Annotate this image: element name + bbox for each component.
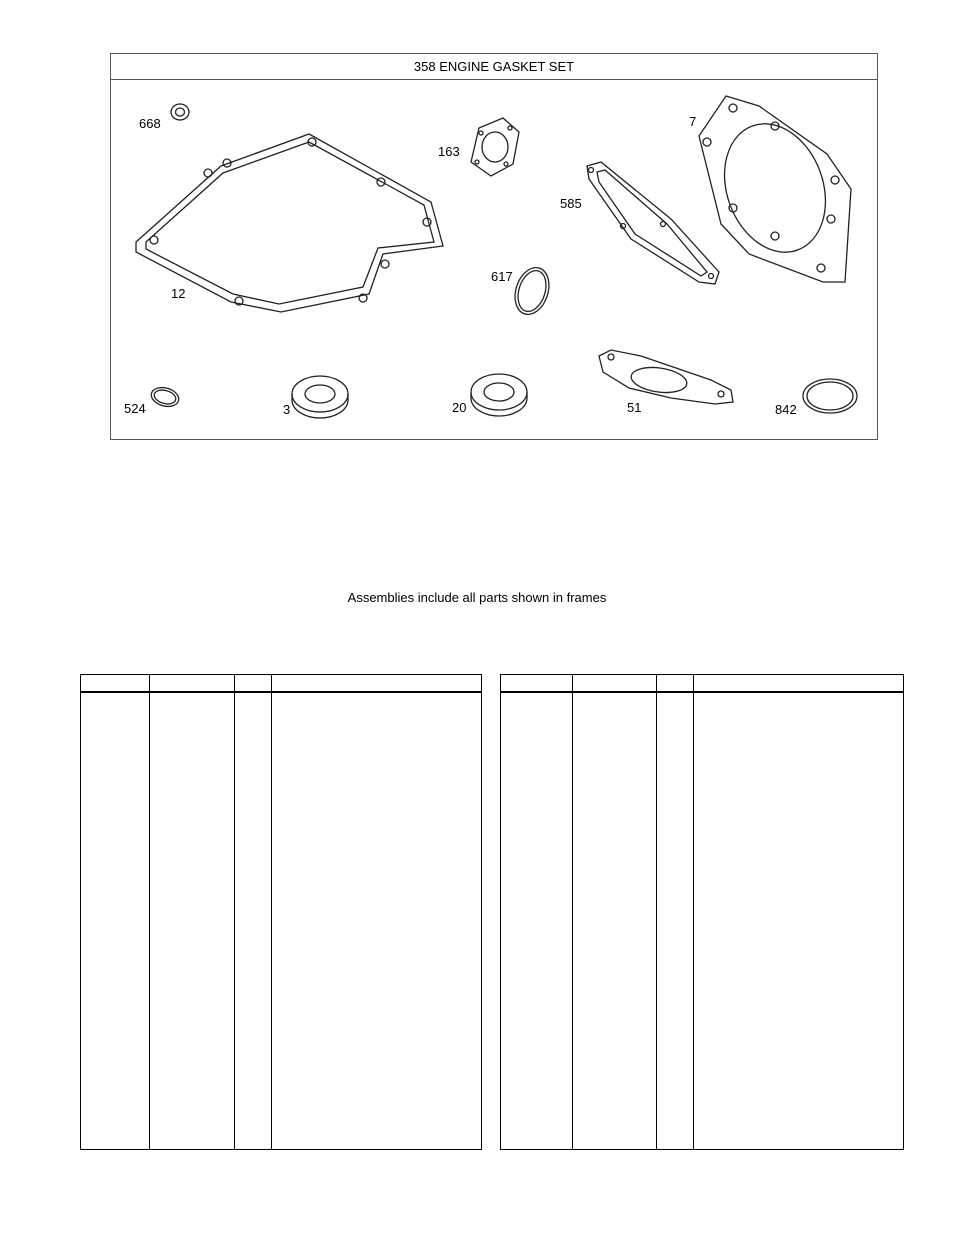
assemblies-note: Assemblies include all parts shown in frames [347,590,607,605]
column-divider [271,675,272,1149]
part-842-ring [803,379,857,413]
callout-20: 20 [452,400,467,415]
callout-585: 585 [560,196,582,211]
callout-7: 7 [689,114,697,129]
callout-617: 617 [491,269,513,284]
callout-842: 842 [775,402,797,417]
header-cell [501,675,572,691]
header-cell [149,675,234,691]
column-divider [149,675,150,1149]
part-617-ring [509,263,554,319]
part-51-exhaust-gasket [599,350,733,404]
part-585-gasket [587,162,719,284]
part-20-oil-seal [471,374,527,416]
callout-524: 524 [124,401,146,416]
column-divider [656,675,657,1149]
table-header [81,675,481,693]
header-cell [656,675,693,691]
part-7-cylinder-head-gasket [699,96,851,282]
column-divider [693,675,694,1149]
header-cell [693,675,903,691]
part-668-washer [171,104,189,120]
column-divider [572,675,573,1149]
header-cell [81,675,149,691]
callout-12: 12 [171,286,186,301]
callout-163: 163 [438,144,460,159]
header-cell [572,675,656,691]
part-3-oil-seal [292,376,348,418]
table-header [501,675,903,693]
parts-table-left [80,674,482,1150]
part-163-gasket [471,118,519,176]
callout-51: 51 [627,400,642,415]
callout-3: 3 [283,402,291,417]
header-cell [234,675,271,691]
gasket-set-frame [110,53,878,440]
frame-title: 358 ENGINE GASKET SET [111,54,877,80]
header-cell [271,675,481,691]
column-divider [234,675,235,1149]
part-524-ring [149,385,181,410]
parts-table-right [500,674,904,1150]
callout-668: 668 [139,116,161,131]
exploded-parts-diagram [111,54,879,441]
